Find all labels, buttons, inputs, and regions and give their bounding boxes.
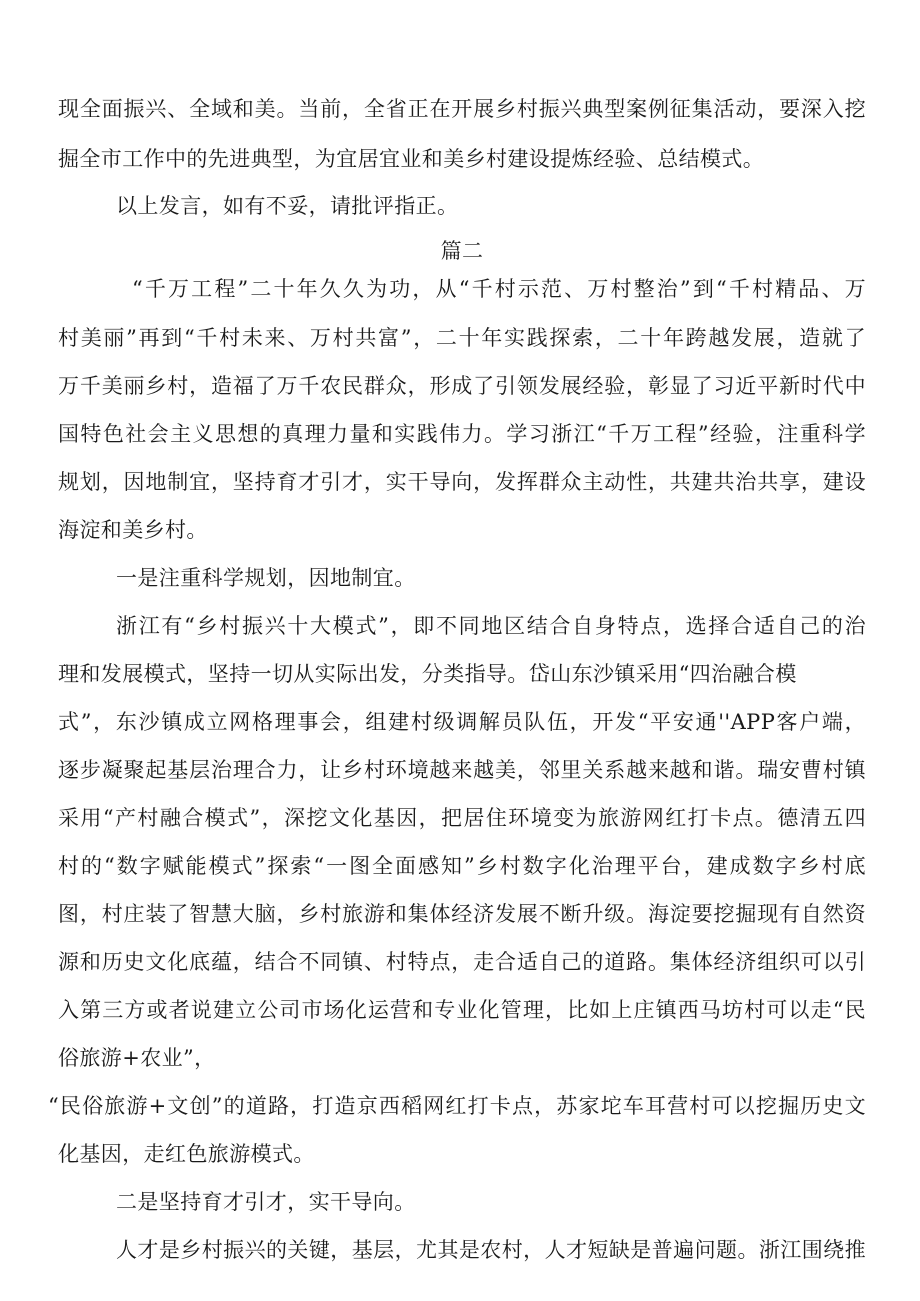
text-line: “民俗旅游+文创”的道路，打造京西稻网红打卡点，苏家坨车耳营村可以挖掘历史文	[48, 1094, 866, 1118]
text-line: 海淀和美乡村。	[58, 518, 208, 542]
text-line: 源和历史文化底蕴，结合不同镇、村特点，走合适自己的道路。集体经济组织可以引	[58, 950, 866, 974]
section-title: 篇二	[440, 239, 484, 263]
text-line: 万千美丽乡村，造福了万千农民群众，形成了引领发展经验，彰显了习近平新时代中	[58, 374, 866, 398]
text-line: “千万工程”二十年久久为功，从“千村示范、万村整治”到“千村精品、万	[132, 277, 866, 301]
text-line: 理和发展模式，坚持一切从实际出发，分类指导。岱山东沙镇采用“四治融合模	[58, 662, 797, 686]
text-line: 村美丽”再到“千村未来、万村共富”，二十年实践探索，二十年跨越发展，造就了	[58, 326, 866, 350]
text-line: 规划，因地制宜，坚持育才引才，实干导向，发挥群众主动性，共建共治共享，建设	[58, 470, 866, 494]
text-line: 浙江有“乡村振兴十大模式”，即不同地区结合自身特点，选择合适自己的治	[116, 614, 866, 638]
text-line: 化基因，走红色旅游模式。	[58, 1142, 315, 1166]
text-line: 采用“产村融合模式”，深挖文化基因，把居住环境变为旅游网红打卡点。德清五四	[58, 806, 866, 830]
subheading: 二是坚持育才引才，实干导向。	[116, 1190, 416, 1214]
text-line: 图，村庄装了智慧大脑，乡村旅游和集体经济发展不断升级。海淀要挖掘现有自然资	[58, 902, 866, 926]
text-line: 掘全市工作中的先进典型，为宜居宜业和美乡村建设提炼经验、总结模式。	[58, 147, 765, 171]
text-line: 村的“数字赋能模式”探索“一图全面感知”乡村数字化治理平台，建成数字乡村底	[58, 854, 866, 878]
subheading: 一是注重科学规划，因地制宜。	[116, 566, 416, 590]
text-line: 俗旅游+农业”，	[58, 1046, 216, 1070]
text-line: 式”，东沙镇成立网格理事会，组建村级调解员队伍，开发“平安通''APP客户端，	[58, 710, 866, 734]
text-line: 人才是乡村振兴的关键，基层，尤其是农村，人才短缺是普遍问题。浙江围绕推	[116, 1238, 866, 1262]
text-line: 逐步凝聚起基层治理合力，让乡村环境越来越美，邻里关系越来越和谐。瑞安曹村镇	[58, 758, 866, 782]
text-line: 入第三方或者说建立公司市场化运营和专业化管理，比如上庄镇西马坊村可以走“民	[58, 998, 866, 1022]
text-line: 以上发言，如有不妥，请批评指正。	[116, 194, 459, 218]
text-line: 国特色社会主义思想的真理力量和实践伟力。学习浙江“千万工程”经验，注重科学	[58, 422, 866, 446]
text-line: 现全面振兴、全域和美。当前，全省正在开展乡村振兴典型案例征集活动，要深入挖	[58, 97, 866, 121]
